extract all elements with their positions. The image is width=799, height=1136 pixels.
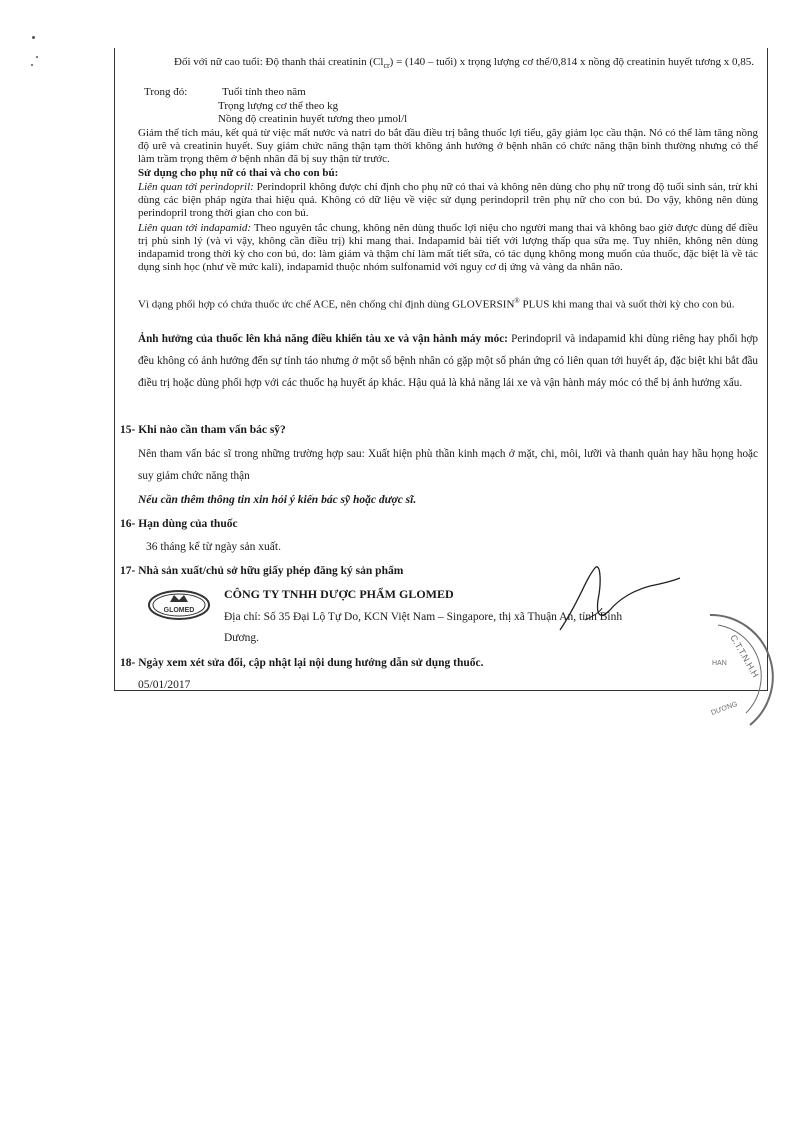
section-16-heading: 16- Hạn dùng của thuốc (120, 518, 238, 530)
scan-speck (36, 56, 38, 58)
where-item-weight: Trọng lượng cơ thể theo kg (218, 100, 339, 112)
where-label: Trong đó: (144, 86, 188, 98)
pregnancy-perindopril: Liên quan tới perindopril: Perindopril không được chỉ định cho phụ nữ có thai và không nên dùng cho phụ nữ trong độ tuổi sinh sản, trừ khi dùng các biện pháp ngừa thai hiệu quả. Không có dữ liệu về việc sử dụng perindopril trên phụ nữ cho con bú. Do vậy, không nên dùng perindopril trong thời gian cho con bú. (138, 181, 758, 219)
scan-speck (31, 64, 33, 66)
section-18-heading: 18- Ngày xem xét sửa đổi, cập nhật lại nội dung hướng dẫn sử dụng thuốc. (120, 657, 484, 669)
pregnancy-contraindication: Vì dạng phối hợp có chứa thuốc ức chế ACE, nên chống chỉ định dùng GLOVERSIN® PLUS khi mang thai và suốt thời kỳ cho con bú. (138, 297, 735, 311)
company-address-line2: Dương. (224, 632, 259, 644)
section-16-text: 36 tháng kể từ ngày sản xuất. (146, 541, 281, 553)
stamp-text-top: C.T.T.N.H.H (728, 633, 761, 680)
section-15-text: Nên tham vấn bác sĩ trong những trường hợp sau: Xuất hiện phù thần kinh mạch ở mặt, chi, môi, lưỡi và thanh quản hay hầu họng hoặc suy giảm chức năng thận (138, 448, 758, 482)
where-item-creatinine: Nồng độ creatinin huyết tương theo µmol/l (218, 113, 408, 125)
logo-mountain-icon (170, 595, 188, 602)
section-15-advice: Nếu cần thêm thông tin xin hỏi ý kiến bác sỹ hoặc dược sĩ. (138, 494, 417, 506)
company-name: CÔNG TY TNHH DƯỢC PHẨM GLOMED (224, 587, 454, 601)
creatinine-formula: Đối với nữ cao tuổi: Độ thanh thải creatinin $(Cl_{cr}) = (140$ – tuổi) x trọng lượng cơ thể/0,814 x nồng độ creatinin huyết tương x 0,85. (174, 56, 754, 71)
where-item-age: Tuổi tính theo năm (222, 86, 306, 98)
driving-effects: Ảnh hưởng của thuốc lên khả năng điều khiển tàu xe và vận hành máy móc: Perindopril và indapamid khi dùng riêng hay phối hợp đều không có ảnh hưởng đến sự tỉnh táo nhưng ở một số bệnh nhân có gặp một số phản ứng có liên quan tới huyết áp, đặc biệt khi bắt đầu điều trị hoặc dùng phối hợp với các thuốc hạ huyết áp khác. Hậu quả là khả năng lái xe và vận hành máy móc có thể bị ảnh hưởng xấu. (138, 333, 758, 389)
signature (540, 560, 690, 640)
pregnancy-indapamid: Liên quan tới indapamid: Theo nguyên tắc chung, không nên dùng thuốc lợi niệu cho người mang thai và không bao giờ được dùng để điều trị phù sinh lý (và vì vậy, không cần điều trị) khi mang thai. Indapamid bài tiết với lượng thấp qua sữa mẹ. Tuy nhiên, không nên dùng indapamid trong thời kỳ cho con bú, do: làm giảm và thậm chí làm mất tiết sữa, có tác dụng không mong muốn của thuốc, đặc biệt là về tác dụng sinh học (như về mức kali), indapamid thuộc nhóm sulfonamid với nguy cơ dị ứng và vàng da nhân não. (138, 222, 758, 273)
revision-date: 05/01/2017 (138, 679, 191, 691)
renal-note: Giảm thể tích máu, kết quả từ việc mất nước và natri do bắt đầu điều trị bằng thuốc lợi tiểu, gây giảm lọc cầu thận. Nó có thể làm tăng nồng độ urê và creatinin huyết. Suy giảm chức năng thận tạm thời không ảnh hưởng ở bệnh nhân có chức năng thận bình thường nhưng có thể làm trầm trọng thêm ở bệnh nhân đã bị suy thận từ trước. (138, 127, 758, 165)
stamp-text-mid: HAN (712, 660, 727, 667)
section-15-heading: 15- Khi nào cần tham vấn bác sỹ? (120, 424, 286, 436)
company-stamp (690, 585, 782, 735)
logo-text: GLOMED (163, 607, 195, 614)
pregnancy-heading: Sử dụng cho phụ nữ có thai và cho con bú: (138, 167, 339, 179)
stamp-text-bottom: DƯƠNG (710, 700, 739, 717)
scan-speck (32, 36, 35, 39)
glomed-logo (146, 588, 212, 622)
company-address-line1: Địa chỉ: Số 35 Đại Lộ Tự Do, KCN Việt Nam – Singapore, thị xã Thuận An, tỉnh Bình (224, 611, 623, 623)
section-17-heading: 17- Nhà sản xuất/chủ sở hữu giấy phép đăng ký sản phẩm (120, 565, 404, 577)
